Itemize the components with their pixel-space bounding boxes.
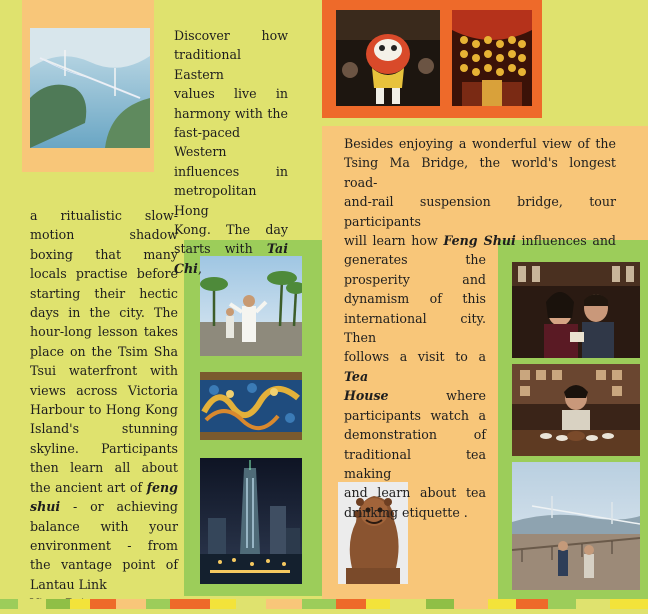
bottom-stripe-segment xyxy=(210,599,236,609)
feng-emphasis: feng xyxy=(146,479,178,495)
tai-chi-emphasis: Tai Chi xyxy=(174,241,288,276)
intro-line: values live in xyxy=(174,86,288,102)
right-text-span: influences and xyxy=(515,233,616,249)
intro-line: fast-paced xyxy=(174,125,241,141)
right-text-span: follows a visit to a xyxy=(344,349,486,365)
right-line: participants watch a xyxy=(344,407,486,423)
right-narrow-block xyxy=(344,250,486,522)
right-line xyxy=(344,231,616,250)
intro-text-span: starts with xyxy=(174,241,267,257)
left-line: Harbour to Hong Kong xyxy=(30,402,178,418)
bottom-stripe-segment xyxy=(516,599,548,609)
bottom-stripe-segment xyxy=(548,599,576,609)
left-line: Tsui waterfront with xyxy=(30,363,178,379)
right-line: Tsing Ma Bridge, the world's longest road- xyxy=(344,155,616,190)
left-line: balance with your xyxy=(30,518,178,534)
intro-text xyxy=(174,26,288,278)
left-line: then learn all about xyxy=(30,460,178,476)
left-line: a ritualistic slow- xyxy=(30,208,178,223)
hong-kong-night-skyline-photo xyxy=(200,458,302,584)
intro-line: Kong. The day xyxy=(174,222,288,238)
left-line: days in the city. The xyxy=(30,305,178,321)
bottom-stripe-segment xyxy=(0,599,18,609)
right-line: demonstration of xyxy=(344,427,486,443)
right-text-span: where xyxy=(388,388,486,404)
left-line xyxy=(30,497,178,516)
left-line: boxing that many xyxy=(30,246,178,262)
intro-line: Discover how xyxy=(174,28,288,43)
bottom-stripe-segment xyxy=(266,599,302,609)
intro-line: harmony with the xyxy=(174,105,288,121)
right-line xyxy=(344,386,486,405)
intro-line xyxy=(174,239,288,278)
left-line: Lantau Link xyxy=(30,576,107,592)
left-line: Island's stunning xyxy=(30,421,178,437)
left-line: hour-long lesson takes xyxy=(30,324,178,340)
bottom-stripe-segment xyxy=(18,599,46,609)
left-text-span: the ancient art of xyxy=(30,479,147,495)
right-text-span: will learn how xyxy=(344,233,444,249)
left-line: starting their hectic xyxy=(30,285,178,301)
right-line: drinking etiquette . xyxy=(344,504,468,520)
bottom-stripe-segment xyxy=(302,599,336,609)
right-line: Besides enjoying a wonderful view of the xyxy=(344,136,616,151)
left-line: place on the Tsim Sha xyxy=(30,343,178,359)
intro-text-span: , xyxy=(197,260,202,276)
bottom-stripe-segment xyxy=(426,599,454,609)
bottom-stripe-segment xyxy=(70,599,90,609)
bottom-stripe-segment xyxy=(46,599,70,609)
lion-dance-photo xyxy=(336,10,440,106)
bottom-stripe-segment xyxy=(390,599,426,609)
bottom-stripe-segment xyxy=(366,599,390,609)
right-line: and learn about tea xyxy=(344,485,486,501)
left-column-text xyxy=(30,206,178,614)
right-line: and-rail suspension bridge, tour participants xyxy=(344,194,616,229)
shui-emphasis: shui xyxy=(30,499,61,515)
right-line: international city. Then xyxy=(344,310,486,346)
bottom-stripe-segment xyxy=(576,599,610,609)
tea-emphasis: Tea xyxy=(344,368,369,384)
bottom-stripe-segment xyxy=(488,599,516,609)
intro-line: Western xyxy=(174,144,227,160)
bottom-stripe-segment xyxy=(610,599,648,609)
bottom-stripe-segment xyxy=(146,599,170,609)
right-line xyxy=(344,347,486,386)
house-emphasis: House xyxy=(344,388,389,404)
intro-line: traditional Eastern xyxy=(174,47,241,82)
left-line: the vantage point of xyxy=(30,557,178,573)
feng-shui-emphasis: Feng Shui xyxy=(443,233,516,249)
intro-line: metropolitan Hong xyxy=(174,183,257,218)
tsing-ma-bridge-aerial-photo xyxy=(30,28,150,148)
nine-dragon-wall-photo xyxy=(200,372,302,440)
bottom-stripe-segment xyxy=(454,599,488,609)
left-line xyxy=(30,478,178,497)
bottom-stripe-segment xyxy=(116,599,146,609)
right-line: dynamism of this xyxy=(344,291,486,307)
bottom-stripe-segment xyxy=(336,599,366,609)
bottom-stripe-segment xyxy=(90,599,116,609)
left-text-span: - or achieving xyxy=(60,499,178,515)
left-line: locals practise before xyxy=(30,266,178,282)
bottom-stripe-segment xyxy=(236,599,266,609)
intro-line: influences in xyxy=(174,163,288,179)
left-line: environment - from xyxy=(30,537,178,553)
right-line: traditional tea making xyxy=(344,446,486,481)
left-line: skyline. Participants xyxy=(30,440,178,456)
left-line: motion shadow xyxy=(30,227,178,243)
temple-lanterns-photo xyxy=(452,10,532,106)
right-column-text xyxy=(344,134,616,522)
left-line: views across Victoria xyxy=(30,382,178,398)
right-line: prosperity and xyxy=(344,271,486,287)
bottom-stripe-segment xyxy=(170,599,210,609)
right-line: generates the xyxy=(344,252,486,268)
